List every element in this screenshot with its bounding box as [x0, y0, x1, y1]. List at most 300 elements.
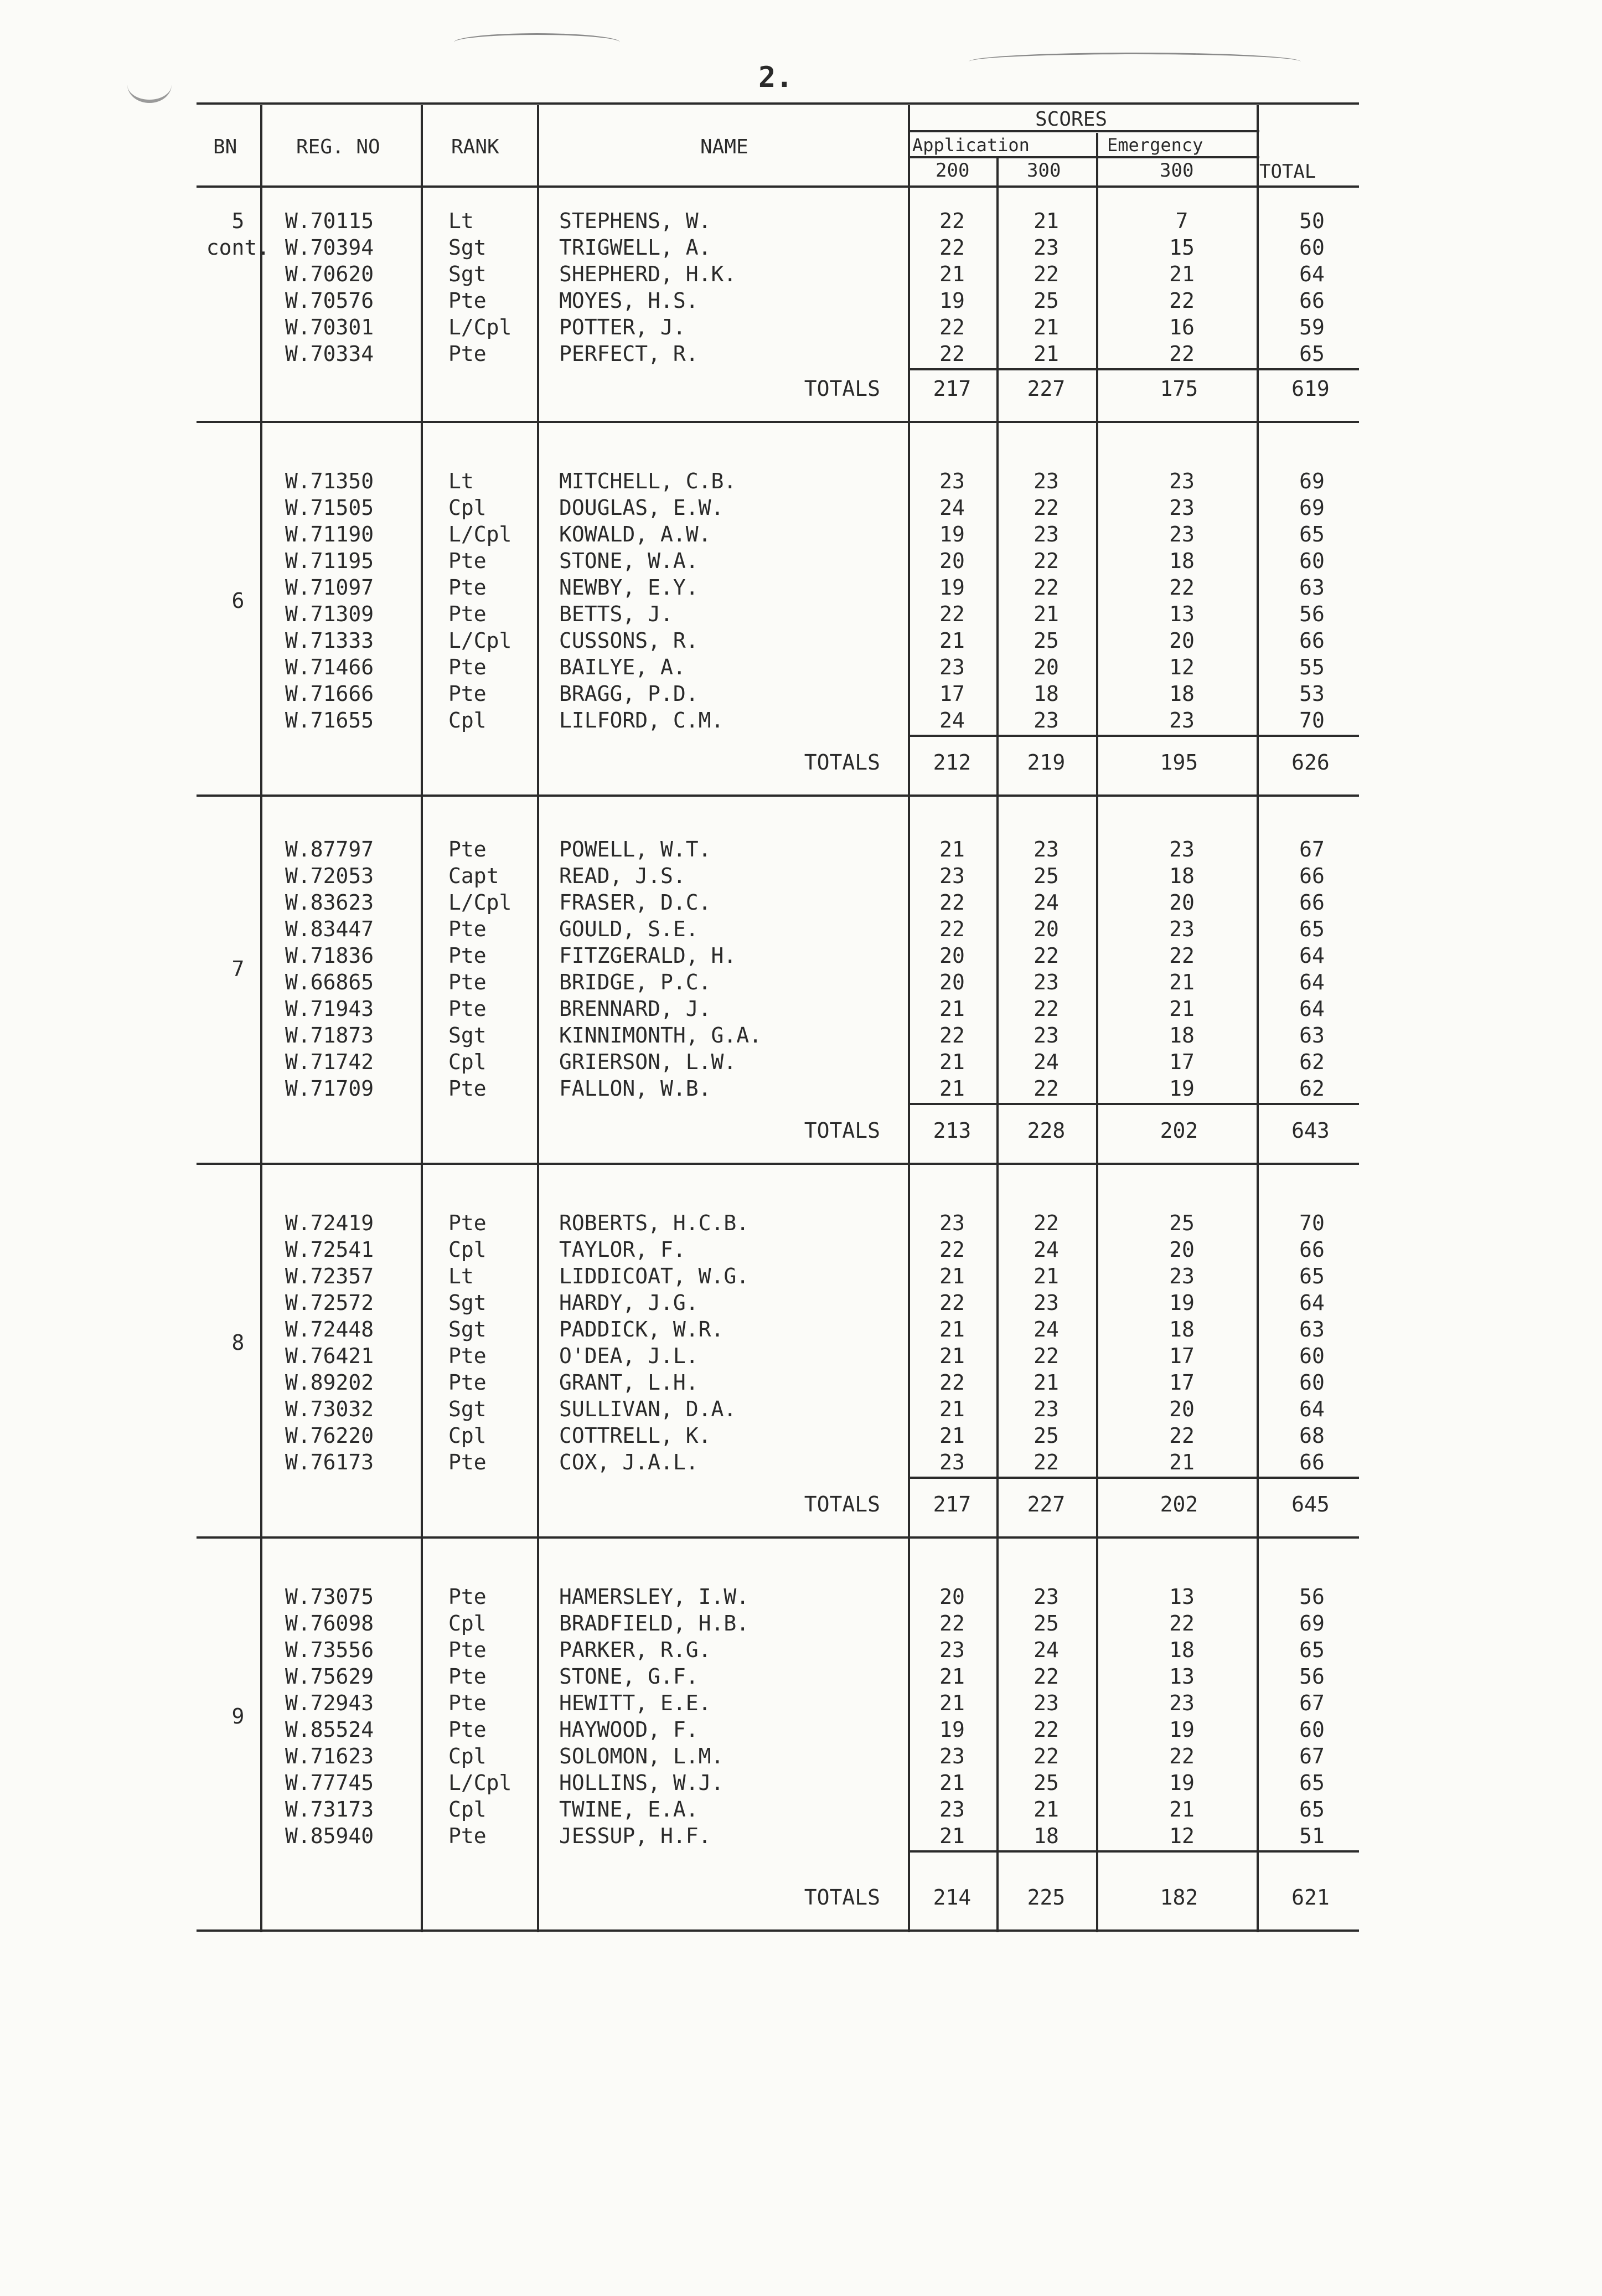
reg-no: W.83447	[285, 917, 374, 941]
score-emg-300: 23	[1169, 917, 1195, 941]
soldier-name: LILFORD, C.M.	[559, 708, 724, 732]
bn-label: 5	[231, 209, 245, 233]
rank: Sgt	[448, 235, 487, 260]
score-emg-300: 19	[1169, 1771, 1195, 1795]
score-emg-300: 23	[1169, 469, 1195, 493]
rank: Pte	[448, 970, 487, 994]
score-emg-300: 7	[1175, 209, 1188, 233]
rank: Lt	[448, 209, 474, 233]
group-score-rule	[908, 735, 1359, 737]
rank: Pte	[448, 549, 487, 573]
rank: Pte	[448, 1824, 487, 1848]
soldier-name: O'DEA, J.L.	[559, 1344, 699, 1368]
score-app-200: 21	[939, 997, 965, 1021]
totals-a300: 227	[1027, 376, 1066, 401]
header-name: NAME	[700, 136, 748, 158]
rank: Pte	[448, 1717, 487, 1742]
rank: Pte	[448, 943, 487, 968]
rank: Lt	[448, 469, 474, 493]
score-app-300: 20	[1033, 655, 1059, 679]
score-app-200: 22	[939, 315, 965, 339]
soldier-name: HOLLINS, W.J.	[559, 1771, 724, 1795]
bn-label: 8	[231, 1330, 245, 1355]
rank: Pte	[448, 1664, 487, 1689]
score-emg-300: 20	[1169, 890, 1195, 915]
group-score-rule	[908, 368, 1359, 370]
score-emg-300: 18	[1169, 864, 1195, 888]
score-total: 63	[1299, 575, 1325, 600]
score-app-300: 22	[1033, 262, 1059, 286]
totals-a300: 219	[1027, 750, 1066, 775]
group-separator	[197, 421, 1359, 423]
soldier-name: DOUGLAS, E.W.	[559, 496, 724, 520]
score-emg-300: 23	[1169, 1264, 1195, 1288]
soldier-name: COX, J.A.L.	[559, 1450, 699, 1474]
score-app-300: 24	[1033, 1237, 1059, 1262]
rank: L/Cpl	[448, 628, 512, 653]
soldier-name: CUSSONS, R.	[559, 628, 699, 653]
score-app-300: 21	[1033, 342, 1059, 366]
score-app-200: 19	[939, 575, 965, 600]
score-app-300: 18	[1033, 1824, 1059, 1848]
soldier-name: JESSUP, H.F.	[559, 1824, 711, 1848]
score-emg-300: 19	[1169, 1291, 1195, 1315]
totals-total: 626	[1291, 750, 1330, 775]
soldier-name: ROBERTS, H.C.B.	[559, 1211, 750, 1235]
score-app-200: 22	[939, 1237, 965, 1262]
soldier-name: POTTER, J.	[559, 315, 686, 339]
score-emg-300: 23	[1169, 1691, 1195, 1715]
score-total: 64	[1299, 943, 1325, 968]
group-separator	[197, 794, 1359, 797]
score-total: 65	[1299, 1264, 1325, 1288]
totals-a300: 225	[1027, 1885, 1066, 1910]
soldier-name: TAYLOR, F.	[559, 1237, 686, 1262]
rank: Pte	[448, 682, 487, 706]
score-emg-300: 21	[1169, 262, 1195, 286]
score-app-200: 23	[939, 469, 965, 493]
score-total: 69	[1299, 1611, 1325, 1635]
score-app-300: 25	[1033, 288, 1059, 313]
score-app-200: 21	[939, 1264, 965, 1288]
reg-no: W.87797	[285, 837, 374, 861]
totals-e300: 182	[1160, 1885, 1198, 1910]
score-app-200: 22	[939, 209, 965, 233]
soldier-name: BAILYE, A.	[559, 655, 686, 679]
score-total: 56	[1299, 1664, 1325, 1689]
score-emg-300: 20	[1169, 1397, 1195, 1421]
score-emg-300: 17	[1169, 1050, 1195, 1074]
score-app-300: 21	[1033, 1797, 1059, 1822]
rank: Sgt	[448, 262, 487, 286]
score-emg-300: 23	[1169, 522, 1195, 546]
score-app-300: 22	[1033, 1744, 1059, 1768]
reg-no: W.71350	[285, 469, 374, 493]
reg-no: W.72357	[285, 1264, 374, 1288]
soldier-name: FALLON, W.B.	[559, 1076, 711, 1101]
col-divider	[260, 105, 262, 1932]
totals-label: TOTALS	[804, 1885, 880, 1910]
score-emg-300: 18	[1169, 1023, 1195, 1048]
score-total: 60	[1299, 549, 1325, 573]
score-app-300: 22	[1033, 575, 1059, 600]
reg-no: W.73556	[285, 1638, 374, 1662]
reg-no: W.70620	[285, 262, 374, 286]
score-app-300: 22	[1033, 1344, 1059, 1368]
score-app-200: 21	[939, 837, 965, 861]
reg-no: W.73032	[285, 1397, 374, 1421]
score-app-200: 17	[939, 682, 965, 706]
score-emg-300: 22	[1169, 288, 1195, 313]
soldier-name: KINNIMONTH, G.A.	[559, 1023, 762, 1048]
score-app-300: 18	[1033, 682, 1059, 706]
soldier-name: GRIERSON, L.W.	[559, 1050, 737, 1074]
score-total: 63	[1299, 1317, 1325, 1342]
reg-no: W.77745	[285, 1771, 374, 1795]
reg-no: W.71309	[285, 602, 374, 626]
score-app-300: 22	[1033, 1076, 1059, 1101]
score-total: 70	[1299, 708, 1325, 732]
reg-no: W.72541	[285, 1237, 374, 1262]
rank: Pte	[448, 1344, 487, 1368]
score-total: 53	[1299, 682, 1325, 706]
score-emg-300: 25	[1169, 1211, 1195, 1235]
score-emg-300: 20	[1169, 628, 1195, 653]
score-emg-300: 19	[1169, 1076, 1195, 1101]
score-app-200: 24	[939, 708, 965, 732]
score-app-300: 21	[1033, 602, 1059, 626]
rank: Capt	[448, 864, 499, 888]
soldier-name: TWINE, E.A.	[559, 1797, 699, 1822]
soldier-name: PADDICK, W.R.	[559, 1317, 724, 1342]
rank: Pte	[448, 1370, 487, 1395]
score-app-200: 21	[939, 1771, 965, 1795]
soldier-name: BRENNARD, J.	[559, 997, 711, 1021]
score-app-200: 21	[939, 1050, 965, 1074]
score-app-200: 23	[939, 1797, 965, 1822]
score-app-200: 21	[939, 1397, 965, 1421]
score-app-200: 22	[939, 1023, 965, 1048]
score-emg-300: 18	[1169, 682, 1195, 706]
score-app-300: 23	[1033, 708, 1059, 732]
score-app-200: 21	[939, 1344, 965, 1368]
soldier-name: HEWITT, E.E.	[559, 1691, 711, 1715]
rank: Pte	[448, 288, 487, 313]
score-app-200: 19	[939, 1717, 965, 1742]
score-app-300: 23	[1033, 1291, 1059, 1315]
rank: Pte	[448, 1691, 487, 1715]
reg-no: W.71655	[285, 708, 374, 732]
totals-e300: 202	[1160, 1118, 1198, 1143]
header-application: Application	[912, 135, 1030, 156]
score-app-300: 24	[1033, 1317, 1059, 1342]
totals-total: 645	[1291, 1492, 1330, 1516]
rank: Lt	[448, 1264, 474, 1288]
score-app-300: 23	[1033, 235, 1059, 260]
score-emg-300: 13	[1169, 1664, 1195, 1689]
totals-label: TOTALS	[804, 1118, 880, 1143]
reg-no: W.71709	[285, 1076, 374, 1101]
rank: Cpl	[448, 1423, 487, 1448]
score-total: 55	[1299, 655, 1325, 679]
score-total: 64	[1299, 262, 1325, 286]
reg-no: W.72943	[285, 1691, 374, 1715]
score-total: 62	[1299, 1050, 1325, 1074]
score-total: 67	[1299, 837, 1325, 861]
score-app-200: 24	[939, 496, 965, 520]
reg-no: W.70334	[285, 342, 374, 366]
rank: Sgt	[448, 1397, 487, 1421]
totals-a300: 227	[1027, 1492, 1066, 1516]
soldier-name: BETTS, J.	[559, 602, 673, 626]
score-emg-300: 21	[1169, 970, 1195, 994]
score-app-200: 20	[939, 970, 965, 994]
totals-a200: 217	[933, 1492, 971, 1516]
bn-label: 6	[231, 589, 245, 613]
soldier-name: BRAGG, P.D.	[559, 682, 699, 706]
soldier-name: HAMERSLEY, I.W.	[559, 1585, 750, 1609]
col-divider	[996, 158, 999, 1932]
score-emg-300: 23	[1169, 708, 1195, 732]
rank: Pte	[448, 1450, 487, 1474]
score-emg-300: 22	[1169, 342, 1195, 366]
score-app-200: 22	[939, 602, 965, 626]
score-emg-300: 18	[1169, 549, 1195, 573]
rank: Pte	[448, 342, 487, 366]
soldier-name: PERFECT, R.	[559, 342, 699, 366]
rank: Pte	[448, 837, 487, 861]
score-emg-300: 22	[1169, 575, 1195, 600]
soldier-name: FRASER, D.C.	[559, 890, 711, 915]
totals-label: TOTALS	[804, 376, 880, 401]
rank: Pte	[448, 1638, 487, 1662]
bn-label: 9	[231, 1704, 245, 1729]
score-total: 66	[1299, 890, 1325, 915]
header-reg-no: REG. NO	[296, 136, 380, 158]
soldier-name: NEWBY, E.Y.	[559, 575, 699, 600]
score-app-300: 23	[1033, 970, 1059, 994]
header-app-200: 200	[936, 159, 970, 182]
soldier-name: PARKER, R.G.	[559, 1638, 711, 1662]
soldier-name: LIDDICOAT, W.G.	[559, 1264, 750, 1288]
score-total: 66	[1299, 288, 1325, 313]
score-app-300: 23	[1033, 1691, 1059, 1715]
reg-no: W.72572	[285, 1291, 374, 1315]
punch-hole-mark	[127, 66, 172, 103]
totals-total: 643	[1291, 1118, 1330, 1143]
rank: L/Cpl	[448, 890, 512, 915]
header-emg-300: 300	[1160, 159, 1194, 182]
rank: Pte	[448, 997, 487, 1021]
score-total: 59	[1299, 315, 1325, 339]
score-app-300: 23	[1033, 1585, 1059, 1609]
reg-no: W.71742	[285, 1050, 374, 1074]
score-total: 66	[1299, 864, 1325, 888]
soldier-name: GRANT, L.H.	[559, 1370, 699, 1395]
page-number: 2.	[758, 61, 793, 94]
score-app-200: 23	[939, 1744, 965, 1768]
score-app-200: 22	[939, 1370, 965, 1395]
reg-no: W.76098	[285, 1611, 374, 1635]
soldier-name: STEPHENS, W.	[559, 209, 711, 233]
soldier-name: KOWALD, A.W.	[559, 522, 711, 546]
score-emg-300: 15	[1169, 235, 1195, 260]
score-emg-300: 23	[1169, 496, 1195, 520]
soldier-name: BRIDGE, P.C.	[559, 970, 711, 994]
score-app-300: 23	[1033, 1023, 1059, 1048]
totals-e300: 175	[1160, 376, 1198, 401]
score-emg-300: 22	[1169, 1611, 1195, 1635]
reg-no: W.71333	[285, 628, 374, 653]
reg-no: W.71505	[285, 496, 374, 520]
score-app-300: 21	[1033, 1370, 1059, 1395]
reg-no: W.71190	[285, 522, 374, 546]
rank: L/Cpl	[448, 315, 512, 339]
score-app-200: 22	[939, 890, 965, 915]
bn-sub-label: cont.	[206, 235, 270, 260]
soldier-name: MOYES, H.S.	[559, 288, 699, 313]
score-app-300: 21	[1033, 1264, 1059, 1288]
score-emg-300: 21	[1169, 1797, 1195, 1822]
score-total: 65	[1299, 522, 1325, 546]
reg-no: W.85940	[285, 1824, 374, 1848]
score-app-300: 22	[1033, 997, 1059, 1021]
score-app-200: 19	[939, 288, 965, 313]
score-total: 64	[1299, 1291, 1325, 1315]
rank: Cpl	[448, 1050, 487, 1074]
totals-a200: 213	[933, 1118, 971, 1143]
reg-no: W.72053	[285, 864, 374, 888]
score-total: 64	[1299, 997, 1325, 1021]
score-total: 65	[1299, 1771, 1325, 1795]
score-app-300: 22	[1033, 1664, 1059, 1689]
score-app-200: 22	[939, 1291, 965, 1315]
soldier-name: POWELL, W.T.	[559, 837, 711, 861]
score-total: 62	[1299, 1076, 1325, 1101]
rank: Cpl	[448, 1744, 487, 1768]
score-emg-300: 18	[1169, 1317, 1195, 1342]
totals-e300: 202	[1160, 1492, 1198, 1516]
score-total: 67	[1299, 1691, 1325, 1715]
score-app-200: 21	[939, 628, 965, 653]
score-app-300: 23	[1033, 469, 1059, 493]
soldier-name: TRIGWELL, A.	[559, 235, 711, 260]
score-app-300: 24	[1033, 1638, 1059, 1662]
score-app-200: 20	[939, 549, 965, 573]
score-total: 65	[1299, 1797, 1325, 1822]
score-emg-300: 17	[1169, 1370, 1195, 1395]
score-app-200: 21	[939, 262, 965, 286]
totals-a200: 214	[933, 1885, 971, 1910]
score-total: 69	[1299, 496, 1325, 520]
reg-no: W.71943	[285, 997, 374, 1021]
totals-a200: 212	[933, 750, 971, 775]
score-app-200: 20	[939, 1585, 965, 1609]
rank: Cpl	[448, 1611, 487, 1635]
score-app-300: 23	[1033, 1397, 1059, 1421]
score-app-300: 24	[1033, 1050, 1059, 1074]
score-total: 60	[1299, 235, 1325, 260]
score-app-200: 22	[939, 235, 965, 260]
soldier-name: STONE, G.F.	[559, 1664, 699, 1689]
score-emg-300: 21	[1169, 1450, 1195, 1474]
reg-no: W.70301	[285, 315, 374, 339]
totals-a200: 217	[933, 376, 971, 401]
score-total: 66	[1299, 628, 1325, 653]
score-app-300: 25	[1033, 628, 1059, 653]
soldier-name: COTTRELL, K.	[559, 1423, 711, 1448]
scan-mark	[969, 53, 1301, 71]
score-app-200: 22	[939, 1611, 965, 1635]
score-emg-300: 20	[1169, 1237, 1195, 1262]
rank: Sgt	[448, 1023, 487, 1048]
rank: Pte	[448, 575, 487, 600]
score-app-300: 22	[1033, 549, 1059, 573]
score-app-300: 25	[1033, 1611, 1059, 1635]
reg-no: W.76173	[285, 1450, 374, 1474]
soldier-name: SULLIVAN, D.A.	[559, 1397, 737, 1421]
score-app-200: 21	[939, 1664, 965, 1689]
rank: Cpl	[448, 1797, 487, 1822]
score-app-300: 24	[1033, 890, 1059, 915]
score-app-300: 22	[1033, 943, 1059, 968]
reg-no: W.73075	[285, 1585, 374, 1609]
rank: Cpl	[448, 708, 487, 732]
score-total: 69	[1299, 469, 1325, 493]
header-emergency: Emergency	[1107, 135, 1203, 156]
reg-no: W.85524	[285, 1717, 374, 1742]
group-score-rule	[908, 1477, 1359, 1479]
score-app-300: 21	[1033, 315, 1059, 339]
bn-label: 7	[231, 957, 245, 981]
reg-no: W.71623	[285, 1744, 374, 1768]
score-app-200: 23	[939, 1638, 965, 1662]
score-app-200: 23	[939, 1211, 965, 1235]
reg-no: W.75629	[285, 1664, 374, 1689]
score-app-200: 21	[939, 1824, 965, 1848]
header-total: TOTAL	[1259, 161, 1316, 183]
reg-no: W.71195	[285, 549, 374, 573]
reg-no: W.71873	[285, 1023, 374, 1048]
reg-no: W.71466	[285, 655, 374, 679]
rank: Pte	[448, 1211, 487, 1235]
score-emg-300: 22	[1169, 1744, 1195, 1768]
totals-label: TOTALS	[804, 750, 880, 775]
totals-label: TOTALS	[804, 1492, 880, 1516]
score-emg-300: 18	[1169, 1638, 1195, 1662]
score-emg-300: 16	[1169, 315, 1195, 339]
score-app-200: 23	[939, 1450, 965, 1474]
rank: Sgt	[448, 1317, 487, 1342]
score-total: 64	[1299, 1397, 1325, 1421]
score-total: 65	[1299, 917, 1325, 941]
rank: Cpl	[448, 1237, 487, 1262]
rank: Pte	[448, 1585, 487, 1609]
score-total: 66	[1299, 1450, 1325, 1474]
soldier-name: READ, J.S.	[559, 864, 686, 888]
score-app-300: 22	[1033, 1717, 1059, 1742]
score-app-200: 21	[939, 1317, 965, 1342]
soldier-name: SOLOMON, L.M.	[559, 1744, 724, 1768]
reg-no: W.76421	[285, 1344, 374, 1368]
score-app-200: 22	[939, 342, 965, 366]
rank: Pte	[448, 917, 487, 941]
col-divider	[421, 105, 423, 1932]
header-rank: RANK	[451, 136, 499, 158]
totals-a300: 228	[1027, 1118, 1066, 1143]
soldier-name: FITZGERALD, H.	[559, 943, 737, 968]
reg-no: W.73173	[285, 1797, 374, 1822]
